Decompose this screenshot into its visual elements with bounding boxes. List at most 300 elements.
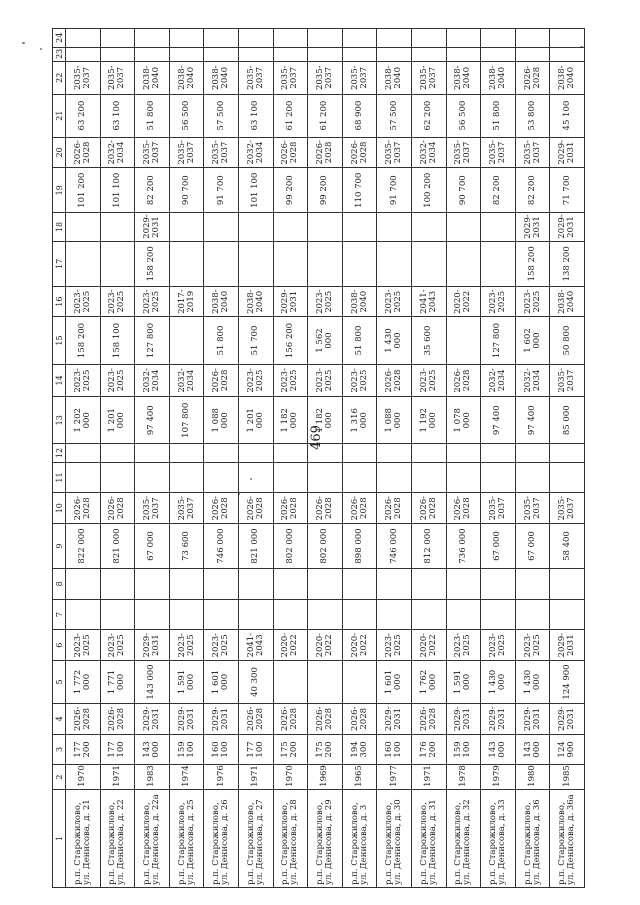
table-cell	[204, 241, 239, 286]
table-cell: 2026- 2028	[377, 493, 412, 524]
table-cell	[342, 599, 377, 630]
table-cell: 127 800	[481, 317, 516, 364]
table-row	[169, 29, 204, 888]
table-row	[342, 29, 377, 888]
column-number: 2	[53, 765, 66, 790]
table-cell: 56 500	[446, 94, 481, 137]
table-cell	[169, 241, 204, 286]
table-cell	[377, 29, 412, 48]
table-cell	[169, 444, 204, 462]
column-number: 4	[53, 703, 66, 734]
column-number: 17	[53, 241, 66, 286]
table-cell: 2041- 2043	[411, 286, 446, 317]
table-cell: 2029- 2031	[135, 630, 170, 661]
table-cell	[204, 599, 239, 630]
table-cell: 127 800	[135, 317, 170, 364]
table-cell	[308, 241, 343, 286]
table-cell: 2023- 2025	[377, 630, 412, 661]
table-cell: 2029- 2031	[446, 703, 481, 734]
table-cell: 2020- 2022	[342, 630, 377, 661]
table-cell	[446, 213, 481, 242]
table-row	[238, 29, 273, 888]
table-cell: 736 000	[446, 524, 481, 569]
column-number: 6	[53, 630, 66, 661]
table-cell: 2035- 2037	[308, 61, 343, 94]
table-cell: 73 600	[169, 524, 204, 569]
table-row	[308, 29, 343, 888]
table-cell	[446, 317, 481, 364]
table-cell: 2035- 2037	[515, 493, 550, 524]
column-number: 9	[53, 524, 66, 569]
table-cell: 1 772 000	[66, 661, 101, 704]
column-number: 21	[53, 94, 66, 137]
table-cell: 2038- 2040	[481, 61, 516, 94]
column-number: 22	[53, 61, 66, 94]
table-cell	[550, 444, 585, 462]
table-cell	[169, 317, 204, 364]
table-cell: 2023- 2025	[308, 364, 343, 397]
table-cell	[273, 599, 308, 630]
table-cell: 2035- 2037	[342, 61, 377, 94]
table-cell: 2035- 2037	[515, 137, 550, 168]
table-cell: 2026- 2028	[446, 364, 481, 397]
table-cell	[411, 599, 446, 630]
column-number: 10	[53, 493, 66, 524]
table-cell: 82 200	[515, 168, 550, 213]
table-cell: 2032- 2034	[135, 364, 170, 397]
table-cell	[204, 29, 239, 48]
table-cell: 1 430 000	[377, 317, 412, 364]
table-cell: 1965	[342, 765, 377, 790]
table-cell	[308, 599, 343, 630]
column-number: 5	[53, 661, 66, 704]
table-cell: 175 200	[273, 734, 308, 765]
table-cell	[238, 569, 273, 600]
table-body	[53, 29, 585, 888]
table-cell: 2026- 2028	[446, 493, 481, 524]
table-cell: 159 100	[446, 734, 481, 765]
column-number: 20	[53, 137, 66, 168]
table-cell: 2035- 2037	[238, 61, 273, 94]
table-cell: 2026- 2028	[66, 137, 101, 168]
table-cell	[100, 462, 135, 493]
table-cell	[66, 47, 101, 61]
table-cell: 61 200	[273, 94, 308, 137]
table-cell: 2035- 2037	[204, 137, 239, 168]
table-cell: 2023- 2025	[135, 286, 170, 317]
table-cell: 85 000	[550, 397, 585, 444]
table-cell: 51 800	[204, 317, 239, 364]
table-cell	[446, 241, 481, 286]
table-cell: 67 000	[515, 524, 550, 569]
table-cell	[446, 569, 481, 600]
table-cell: 1 182 000	[308, 397, 343, 444]
table-cell: 1969	[308, 765, 343, 790]
table-row	[135, 29, 170, 888]
table-cell: 1 601 000	[377, 661, 412, 704]
table-cell	[66, 569, 101, 600]
table-cell: 2035- 2037	[135, 493, 170, 524]
table-cell: 2041- 2043	[238, 630, 273, 661]
table-cell: 143 000	[135, 661, 170, 704]
table-cell	[377, 213, 412, 242]
table-cell: 1 192 000	[411, 397, 446, 444]
table-cell: 1 602 000	[515, 317, 550, 364]
table-cell	[273, 444, 308, 462]
table-cell	[100, 599, 135, 630]
address-cell: р.п. Старожилово, ул. Денисова, д. 26	[204, 789, 239, 887]
table-cell	[481, 462, 516, 493]
table-cell	[446, 599, 481, 630]
table-cell	[550, 599, 585, 630]
table-cell: 2026- 2028	[411, 703, 446, 734]
table-cell: 1 601 000	[204, 661, 239, 704]
table-cell: 51 700	[238, 317, 273, 364]
table-cell: 101 100	[100, 168, 135, 213]
table-cell: 2038- 2040	[377, 61, 412, 94]
address-cell: р.п. Старожилово, ул. Денисова, д. 25	[169, 789, 204, 887]
table-cell	[273, 213, 308, 242]
page-number: 469	[308, 425, 324, 450]
table-cell: 2023- 2025	[66, 630, 101, 661]
table-cell: 2026- 2028	[100, 703, 135, 734]
table-cell: 138 200	[550, 241, 585, 286]
table-cell: 160 100	[204, 734, 239, 765]
table-cell: 2032- 2034	[100, 137, 135, 168]
address-cell: р.п. Старожилово, ул. Денисова, д. 32	[446, 789, 481, 887]
table-cell: 177 200	[66, 734, 101, 765]
table-cell	[550, 569, 585, 600]
table-cell: 1970	[273, 765, 308, 790]
table-cell	[308, 569, 343, 600]
table-cell: 2038- 2040	[169, 61, 204, 94]
table-cell	[135, 444, 170, 462]
table-cell: 63 200	[66, 94, 101, 137]
table-cell	[377, 462, 412, 493]
table-cell: 2032- 2034	[515, 364, 550, 397]
table-cell: 2026- 2028	[342, 137, 377, 168]
table-cell: 158 200	[515, 241, 550, 286]
table-cell: 143 000	[515, 734, 550, 765]
table-cell: 177 100	[238, 734, 273, 765]
table-cell: 2035- 2037	[550, 493, 585, 524]
table-cell: 2029- 2031	[135, 703, 170, 734]
table-cell: 194 300	[342, 734, 377, 765]
table-cell: 177 100	[100, 734, 135, 765]
table-cell: 2023- 2025	[342, 364, 377, 397]
address-cell: р.п. Старожилово, ул. Денисова, д. 27	[238, 789, 273, 887]
table-cell: 2020- 2022	[273, 630, 308, 661]
table-cell	[238, 599, 273, 630]
table-row	[515, 29, 550, 888]
table-cell	[238, 47, 273, 61]
table-cell	[238, 29, 273, 48]
table-cell: 53 800	[515, 94, 550, 137]
table-cell	[481, 29, 516, 48]
table-cell: 57 500	[204, 94, 239, 137]
table-cell: 1971	[238, 765, 273, 790]
table-cell: 1 591 000	[169, 661, 204, 704]
table-cell: 1985	[550, 765, 585, 790]
table-cell	[169, 599, 204, 630]
table-cell	[515, 462, 550, 493]
table-cell: 51 800	[135, 94, 170, 137]
table-cell: 2023- 2025	[66, 286, 101, 317]
table-cell: 2038- 2040	[550, 286, 585, 317]
table-cell: 67 000	[481, 524, 516, 569]
table-cell	[550, 462, 585, 493]
table-cell: 91 700	[204, 168, 239, 213]
table-cell: 2026- 2028	[308, 703, 343, 734]
table-cell: 2035- 2037	[446, 137, 481, 168]
table-cell: 1976	[204, 765, 239, 790]
table-cell	[481, 213, 516, 242]
table-cell: 1 771 000	[100, 661, 135, 704]
table-cell: 2023- 2025	[66, 364, 101, 397]
table-row	[204, 29, 239, 888]
table-cell	[481, 444, 516, 462]
table-cell: 2026- 2028	[66, 703, 101, 734]
table-cell: 143 000	[135, 734, 170, 765]
table-cell	[66, 241, 101, 286]
table-cell	[342, 661, 377, 704]
table-cell: 124 900	[550, 661, 585, 704]
table-cell	[204, 444, 239, 462]
table-cell: 2026- 2028	[238, 493, 273, 524]
table-cell: 2035- 2037	[169, 493, 204, 524]
table-cell	[411, 213, 446, 242]
table-cell	[342, 241, 377, 286]
table-cell: 2023- 2025	[446, 630, 481, 661]
table-cell	[342, 444, 377, 462]
table-cell	[66, 444, 101, 462]
table-cell: 2023- 2025	[411, 364, 446, 397]
table-cell	[411, 462, 446, 493]
table-cell	[308, 462, 343, 493]
table-cell: 2026- 2028	[100, 493, 135, 524]
table-cell: 2029- 2031	[515, 213, 550, 242]
address-cell: р.п. Старожилово, ул. Денисова, д. 30	[377, 789, 412, 887]
table-cell: 2029- 2031	[377, 703, 412, 734]
table-cell	[273, 661, 308, 704]
table-cell: 124 900	[550, 734, 585, 765]
table-cell: 2035- 2037	[100, 61, 135, 94]
table-cell: 821 000	[238, 524, 273, 569]
table-cell	[515, 47, 550, 61]
table-cell: 1 201 000	[238, 397, 273, 444]
table-cell: 90 700	[446, 168, 481, 213]
column-number: 8	[53, 569, 66, 600]
table-cell: 2038- 2040	[238, 286, 273, 317]
table-cell: 158 100	[100, 317, 135, 364]
table-cell: 1 430 000	[481, 661, 516, 704]
table-cell: 2026- 2028	[66, 493, 101, 524]
table-cell	[377, 241, 412, 286]
table-cell: 2035- 2037	[481, 493, 516, 524]
table-cell	[204, 462, 239, 493]
table-cell: 1983	[135, 765, 170, 790]
table-cell: 2032- 2034	[411, 137, 446, 168]
address-cell: р.п. Старожилово, ул. Денисова, д. 22	[100, 789, 135, 887]
table-cell	[377, 444, 412, 462]
table-cell	[66, 29, 101, 48]
table-cell: 2038- 2040	[550, 61, 585, 94]
table-cell	[204, 47, 239, 61]
table-cell: 2029- 2031	[273, 286, 308, 317]
table-cell: 61 200	[308, 94, 343, 137]
table-cell: 2032- 2034	[169, 364, 204, 397]
table-cell: 100 200	[411, 168, 446, 213]
table-cell: 99 200	[273, 168, 308, 213]
table-cell: 99 200	[308, 168, 343, 213]
table-cell: 1970	[66, 765, 101, 790]
table-cell: 2026- 2028	[204, 493, 239, 524]
table-cell: 2029- 2031	[515, 703, 550, 734]
table-row	[446, 29, 481, 888]
table-cell: 1 562 000	[308, 317, 343, 364]
table-cell: 2023- 2025	[100, 364, 135, 397]
table-cell: 2023- 2025	[308, 286, 343, 317]
address-cell: р.п. Старожилово, ул. Денисова, д. 31	[411, 789, 446, 887]
table-cell: 160 100	[377, 734, 412, 765]
table-cell: 2029- 2031	[481, 703, 516, 734]
table-cell	[481, 241, 516, 286]
table-cell: 2023- 2025	[515, 630, 550, 661]
table-cell: 45 100	[550, 94, 585, 137]
address-cell: р.п. Старожилово, ул. Денисова, д. 33	[481, 789, 516, 887]
table-cell	[342, 569, 377, 600]
table-cell: 2035- 2037	[169, 137, 204, 168]
table-cell: 2029- 2031	[204, 703, 239, 734]
table-cell: 2035- 2037	[550, 364, 585, 397]
table-cell: 1 202 000	[66, 397, 101, 444]
table-cell	[515, 569, 550, 600]
table-cell: 1 430 000	[515, 661, 550, 704]
table-cell: 1 591 000	[446, 661, 481, 704]
table-cell: 2020- 2022	[411, 630, 446, 661]
table-cell: 812 000	[411, 524, 446, 569]
table-cell: 2023- 2025	[481, 286, 516, 317]
table-cell	[446, 29, 481, 48]
table-cell: 56 500	[169, 94, 204, 137]
table-cell: 2026- 2028	[273, 137, 308, 168]
column-number-row	[53, 29, 66, 888]
table-cell: 51 800	[481, 94, 516, 137]
table-cell: 97 400	[481, 397, 516, 444]
table-cell	[308, 213, 343, 242]
column-number: 3	[53, 734, 66, 765]
column-number: 23	[53, 47, 66, 61]
table-cell: 2035- 2037	[377, 137, 412, 168]
table-row	[273, 29, 308, 888]
table-cell: 1971	[100, 765, 135, 790]
table-cell	[66, 462, 101, 493]
table-cell	[135, 599, 170, 630]
table-cell: 62 200	[411, 94, 446, 137]
table-cell: 97 400	[135, 397, 170, 444]
table-row	[377, 29, 412, 888]
table-cell: 1 316 000	[342, 397, 377, 444]
table-cell: 101 200	[66, 168, 101, 213]
table-cell	[308, 444, 343, 462]
table-cell: 2026- 2028	[238, 703, 273, 734]
table-cell: 1 762 000	[411, 661, 446, 704]
table-cell	[273, 47, 308, 61]
table-cell: 82 200	[481, 168, 516, 213]
column-number: 18	[53, 213, 66, 242]
table-cell	[169, 213, 204, 242]
table-cell: 2026- 2028	[308, 493, 343, 524]
address-cell: р.п. Старожилово, ул. Денисова, д. 29	[308, 789, 343, 887]
table-cell	[169, 29, 204, 48]
table-cell	[342, 29, 377, 48]
table-cell	[135, 569, 170, 600]
table-cell	[411, 47, 446, 61]
table-row	[100, 29, 135, 888]
table-cell: 2026- 2028	[411, 493, 446, 524]
table-cell	[481, 599, 516, 630]
table-cell: 2029- 2031	[135, 213, 170, 242]
table-cell: 2038- 2040	[342, 286, 377, 317]
column-number: 16	[53, 286, 66, 317]
table-cell: 802 000	[273, 524, 308, 569]
table-cell: 2032- 2034	[481, 364, 516, 397]
table-cell	[446, 47, 481, 61]
column-number: 13	[53, 397, 66, 444]
table-row	[550, 29, 585, 888]
table-cell: 2023- 2025	[377, 286, 412, 317]
table-cell: 2023- 2025	[515, 286, 550, 317]
table-cell	[135, 29, 170, 48]
table-cell: 35 600	[411, 317, 446, 364]
table-cell: 51 800	[342, 317, 377, 364]
table-cell: 156 200	[273, 317, 308, 364]
table-cell: 158 200	[66, 317, 101, 364]
table-cell: 1978	[446, 765, 481, 790]
table-cell: 2035- 2037	[273, 61, 308, 94]
table-cell: 1 078 000	[446, 397, 481, 444]
table-cell: 2026- 2028	[204, 364, 239, 397]
table-cell	[342, 47, 377, 61]
table-cell	[204, 213, 239, 242]
table-row	[481, 29, 516, 888]
table-cell: 50 800	[550, 317, 585, 364]
table-cell	[515, 444, 550, 462]
table-cell	[377, 47, 412, 61]
table-cell: 2032- 2034	[238, 137, 273, 168]
address-cell: р.п. Старожилово, ул. Денисова, д. 36а	[550, 789, 585, 887]
table-cell	[481, 569, 516, 600]
table-cell: 2026- 2028	[515, 61, 550, 94]
table-cell	[238, 241, 273, 286]
table-cell	[377, 599, 412, 630]
table-cell: 2023- 2025	[273, 364, 308, 397]
table-cell: 2029- 2031	[550, 137, 585, 168]
table-cell	[411, 444, 446, 462]
table-cell: 90 700	[169, 168, 204, 213]
table-cell	[100, 29, 135, 48]
table-cell: 175 200	[308, 734, 343, 765]
table-cell	[342, 462, 377, 493]
table-cell: 2023- 2025	[100, 286, 135, 317]
table-cell	[446, 462, 481, 493]
table-cell	[238, 462, 273, 493]
table-cell: 58 400	[550, 524, 585, 569]
table-cell	[411, 569, 446, 600]
table-cell: 898 000	[342, 524, 377, 569]
table-cell	[100, 444, 135, 462]
table-cell: 1979	[481, 765, 516, 790]
